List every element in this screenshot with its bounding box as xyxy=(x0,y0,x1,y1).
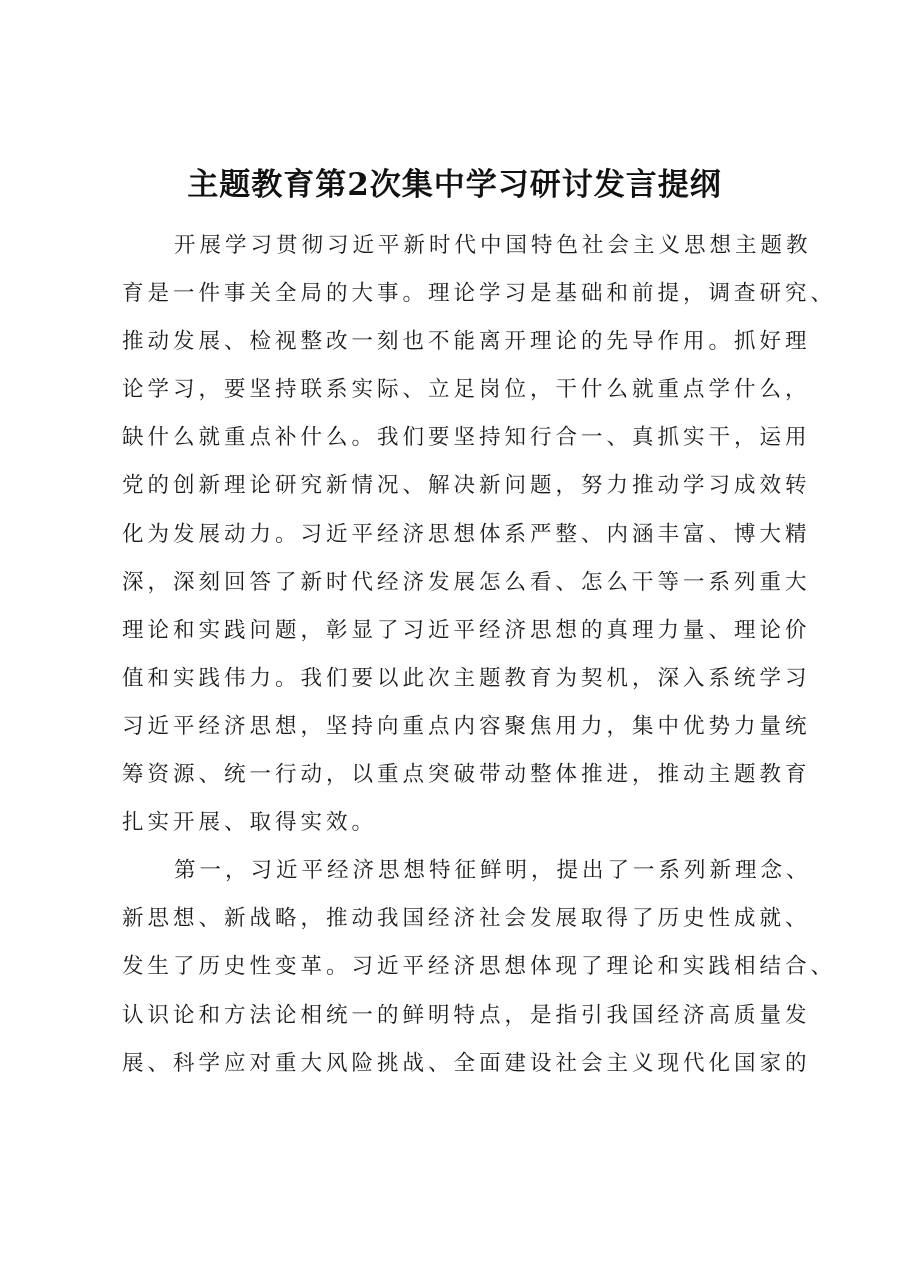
paragraph-2 xyxy=(122,847,837,1087)
paragraph-line: 党的创新理论研究新情况、解决新问题，努力推动学习成效转 xyxy=(122,473,811,499)
paragraph-line: 育是一件事关全局的大事。理论学习是基础和前提，调查研究、 xyxy=(122,281,837,307)
document-title: 主题教育第2次集中学习研讨发言提纲 xyxy=(187,167,722,203)
paragraph-line: 推动发展、检视整改一刻也不能离开理论的先导作用。抓好理 xyxy=(122,329,811,355)
paragraph-line: 论学习，要坚持联系实际、立足岗位，干什么就重点学什么， xyxy=(122,377,811,403)
document-body xyxy=(122,222,837,1088)
paragraph-line: 筹资源、统一行动，以重点突破带动整体推进，推动主题教育 xyxy=(122,762,811,788)
paragraph-line: 展、科学应对重大风险挑战、全面建设社会主义现代化国家的 xyxy=(122,1050,811,1076)
paragraph-line: 化为发展动力。习近平经济思想体系严整、内涵丰富、博大精 xyxy=(122,521,811,547)
paragraph-line: 新思想、新战略，推动我国经济社会发展取得了历史性成就、 xyxy=(122,906,811,932)
paragraph-line: 发生了历史性变革。习近平经济思想体现了理论和实践相结合、 xyxy=(122,954,837,980)
paragraph-line: 深，深刻回答了新时代经济发展怎么看、怎么干等一系列重大 xyxy=(122,569,811,595)
paragraph-line: 认识论和方法论相统一的鲜明特点，是指引我国经济高质量发 xyxy=(122,1002,811,1028)
paragraph-line: 开展学习贯彻习近平新时代中国特色社会主义思想主题教 xyxy=(174,233,812,258)
paragraph-line: 理论和实践问题，彰显了习近平经济思想的真理力量、理论价 xyxy=(122,617,811,643)
paragraph-line: 缺什么就重点补什么。我们要坚持知行合一、真抓实干，运用 xyxy=(122,425,811,451)
paragraph-line: 习近平经济思想，坚持向重点内容聚焦用力，集中优势力量统 xyxy=(122,713,811,739)
paragraph-line: 扎实开展、取得实效。 xyxy=(122,810,378,836)
paragraph-line: 第一，习近平经济思想特征鲜明，提出了一系列新理念、 xyxy=(174,858,812,884)
paragraph-line: 值和实践伟力。我们要以此次主题教育为契机，深入系统学习 xyxy=(122,665,811,691)
paragraph-1 xyxy=(122,222,837,847)
